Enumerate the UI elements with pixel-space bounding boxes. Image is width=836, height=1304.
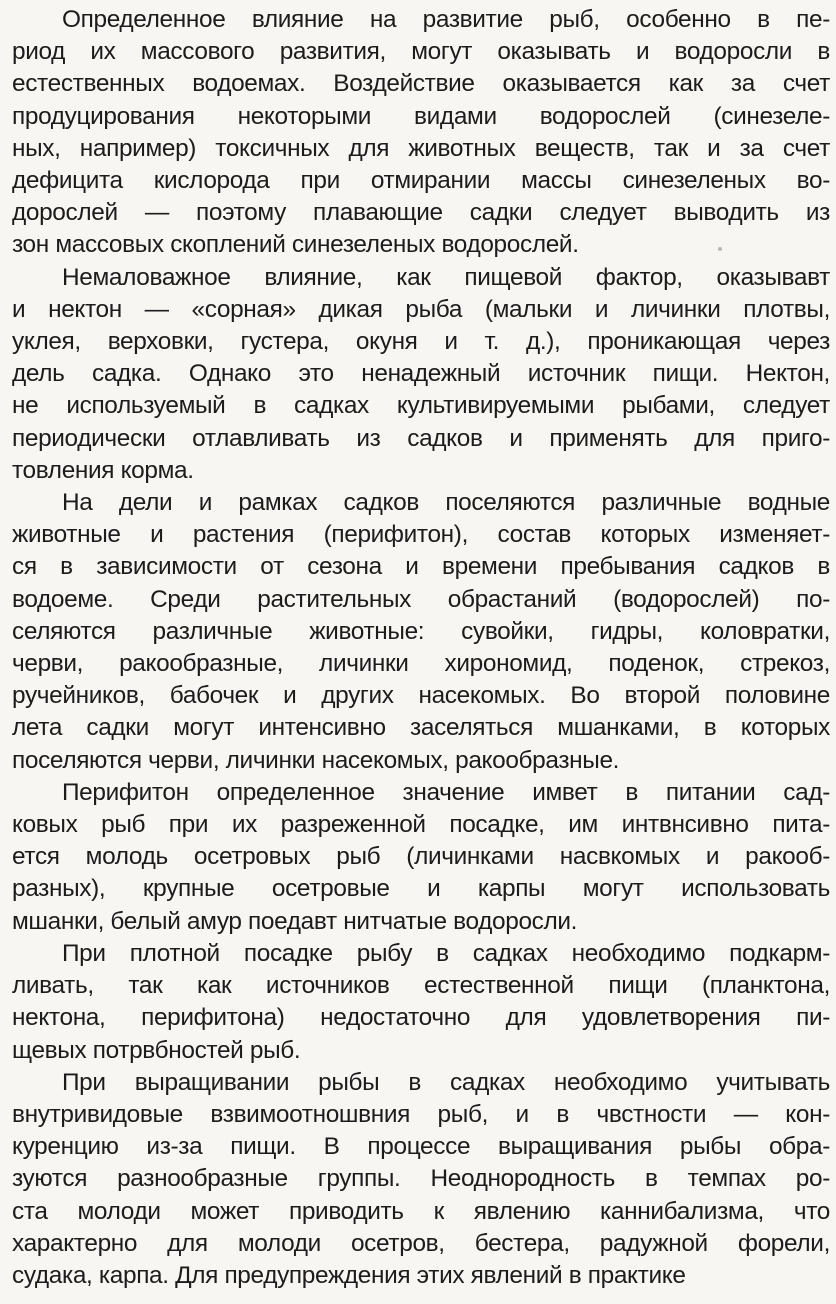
paragraph-periphyton-feeding (12, 777, 830, 938)
text-line: щевых потрвбностей рыб. (12, 1036, 301, 1064)
text-line: естественных водоемах. Воздействие оказывается как за счет (12, 70, 830, 98)
text-line: Перифитон определенное значение имвет в питании сад- (62, 778, 830, 806)
text-line: Определенное влияние на развитие рыб, особенно в пе- (62, 6, 830, 33)
scan-speck (718, 247, 722, 251)
text-line: ся в зависимости от сезона и времени пребывания садков в (12, 553, 830, 581)
text-line: лета садки могут интенсивно заселяться мшанками, в которых (12, 714, 830, 742)
text-line: селяются различные животные: сувойки, гидры, коловратки, (12, 617, 830, 645)
paragraph-supplemental-feeding (12, 938, 830, 1067)
text-line: дефицита кислорода при отмирании массы синезеленых во- (12, 167, 830, 195)
text-line: поселяются черви, личинки насекомых, ракообразные. (12, 746, 620, 774)
text-line: уклея, верховки, густера, окуня и т. д.), проникающая через (12, 328, 830, 356)
text-line: мшанки, белый амур поедавт нитчатые водоросли. (12, 907, 578, 935)
paragraph-intraspecies-relations (12, 1067, 830, 1292)
text-line: животные и растения (перифитон), состав которых изменяет- (12, 521, 830, 549)
text-line: ковых рыб при их разреженной посадке, им интвнсивно пита- (12, 811, 830, 839)
text-line: и нектон — «сорная» дикая рыба (мальки и личинки плотвы, (12, 295, 830, 323)
text-line: При плотной посадке рыбу в садках необходимо подкарм- (62, 939, 830, 967)
text-line: Немаловажное влияние, как пищевой фактор, оказывавт (62, 263, 830, 291)
paragraph-periphyton-settlers (12, 487, 830, 777)
text-line: внутривидовые взвимоотношвния рыб, и в чвстности — кон- (12, 1100, 830, 1128)
text-line: нектона, перифитона) недостаточно для удовлетворения пи- (12, 1004, 830, 1032)
text-line: зуются разнообразные группы. Неоднородность в темпах ро- (12, 1165, 830, 1193)
text-line: водоеме. Среди растительных обрастаний (водорослей) по- (12, 585, 830, 613)
text-line: При выращивании рыбы в садках необходимо учитывать (62, 1068, 830, 1096)
text-line: ных, например) токсичных для животных веществ, так и за счет (12, 134, 830, 162)
text-line: зон массовых скоплений синезеленых водорослей. (12, 231, 579, 259)
text-line: черви, ракообразные, личинки хирономид, поденок, стрекоз, (12, 650, 830, 678)
text-line: продуцирования некоторыми видами водорослей (синезеле- (12, 102, 830, 130)
text-line: ется молодь осетровых рыб (личинками насвкомых и ракооб- (12, 843, 830, 871)
text-line: риод их массового развития, могут оказывать и водоросли в (12, 38, 830, 66)
text-line: товления корма. (12, 456, 194, 484)
text-line: характерно для молоди осетров, бестера, радужной форели, (12, 1229, 830, 1257)
text-line: дель садка. Однако это ненадежный источник пищи. Нектон, (12, 360, 830, 388)
text-line: куренцию из-за пищи. В процессе выращивания рыбы обра- (12, 1133, 830, 1161)
text-line: На дели и рамках садков поселяются различные водные (62, 489, 830, 517)
text-line: ста молоди может приводить к явлению каннибализма, что (12, 1197, 830, 1225)
text-line: судака, карпа. Для предупреждения этих явлений в практике (12, 1261, 686, 1289)
text-line: не используемый в садках культивируемыми рыбами, следует (12, 392, 830, 420)
text-line: ливать, так как источников естественной пищи (планктона, (12, 972, 830, 1000)
text-line: дорослей — поэтому плавающие садки следует выводить из (12, 199, 830, 227)
text-line: разных), крупные осетровые и карпы могут использовать (12, 875, 830, 903)
paragraph-nekton (12, 262, 830, 487)
text-line: периодически отлавливать из садков и применять для приго- (12, 424, 830, 452)
text-line: ручейников, бабочек и других насекомых. Во второй половине (12, 682, 830, 710)
paragraph-algae (12, 4, 830, 262)
